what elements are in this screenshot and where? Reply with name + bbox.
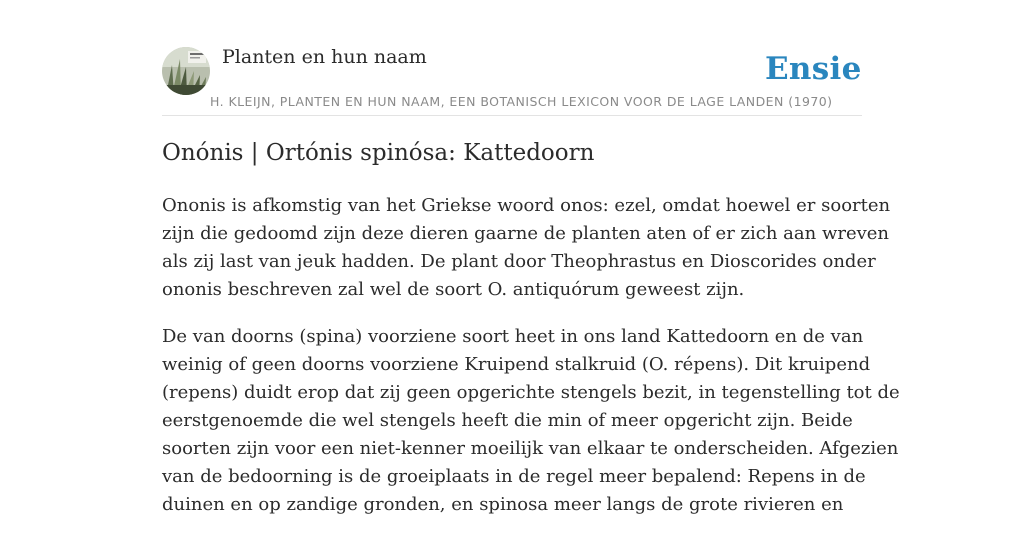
avatar[interactable] xyxy=(162,47,210,95)
text-line: duinen en op zandige gronden, en spinosa meer langs de grote rivieren en xyxy=(162,494,844,515)
text-line: van de bedoorning is de groeiplaats in de regel meer bepalend: Repens in de xyxy=(162,466,866,487)
source-subtitle[interactable]: H. KLEIJN, PLANTEN EN HUN NAAM, EEN BOTANISCH LEXICON VOOR DE LAGE LANDEN (1970) xyxy=(210,94,833,109)
header-divider xyxy=(162,115,862,116)
text-line: Ononis is afkomstig van het Griekse woord onos: ezel, omdat hoewel er soorten xyxy=(162,195,891,216)
book-title[interactable]: Planten en hun naam xyxy=(222,46,427,68)
text-line: (repens) duidt erop dat zij geen opgerichte stengels bezit, in tegenstelling tot de xyxy=(162,382,900,403)
text-line: zijn die gedoomd zijn deze dieren gaarne de planten aten of er zich aan wreven xyxy=(162,223,890,244)
paragraph-2 xyxy=(162,323,900,519)
text-line: ononis beschreven zal wel de soort O. antiquórum geweest zijn. xyxy=(162,279,745,300)
book-cover-icon xyxy=(162,47,210,95)
text-line: De van doorns (spina) voorziene soort heet in ons land Kattedoorn en de van xyxy=(162,326,864,347)
entry-title: Onónis | Ortónis spinósa: Kattedoorn xyxy=(162,140,595,166)
text-line: soorten zijn voor een niet-kenner moeilijk van elkaar te onderscheiden. Afgezien xyxy=(162,438,899,459)
paragraph-1 xyxy=(162,192,891,304)
text-line: als zij last van jeuk hadden. De plant door Theophrastus en Dioscorides onder xyxy=(162,251,876,272)
entry-content xyxy=(162,192,900,538)
brand-logo[interactable]: Ensie xyxy=(765,51,862,87)
text-line: eerstgenoemde die wel stengels heeft die min of meer opgericht zijn. Beide xyxy=(162,410,853,431)
text-line: weinig of geen doorns voorziene Kruipend stalkruid (O. répens). Dit kruipend xyxy=(162,354,871,375)
